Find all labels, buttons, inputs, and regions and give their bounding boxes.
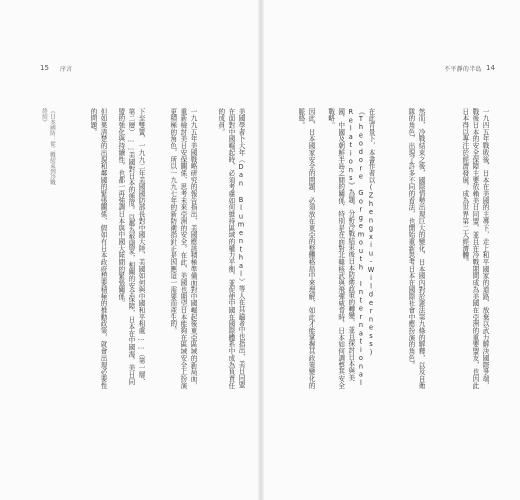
right-paragraph-2: 然而，冷戰結束之後，國際情勢出現巨大的變化，日本國內對於憲法第九條的解釋，以及自衛隊的角色，出現了許多不同的看法，也開始重新思考日本在國際社會中應扮演的角色。: [406, 108, 425, 389]
chapter-side-tab: 《日本國防：從二戰結束到冷戰終結》: [41, 108, 55, 185]
right-column-1: [428, 108, 490, 390]
right-page-number: 14: [486, 64, 495, 72]
left-column-1: [70, 108, 108, 390]
left-column-4: [200, 108, 246, 390]
right-paragraph-4: 因此，日本國家安全的問題，必須放在東亞的整體格局中來理解，如此才能掌握其政策變化的脈絡。: [296, 108, 315, 389]
left-paragraph-1: 但如果清楚的出現和鄰國的緊張關係，假如有日本政府想要積極的推動政策，就會出現必要性的問題。: [88, 108, 107, 389]
left-paragraph-2: 下至雙簧，一九九二年美國國防部長對中國大陸，美國如何與中國和平相處……（第一層、第二層）……美國對日本的態度。以鄰為壑國家，相關的安全保障，日本在中國海，美日同盟的強化與持續性，也都一再強調日本與中國大陸間的緊張關係。: [116, 108, 145, 385]
right-paragraph-1: 一九四五年戰敗後，日本在美國的主導下，走上和平國家的道路，放棄以武力解決國際爭端，戰後日本的安全保障主要依賴美日同盟，並且在冷戰期間成為美國在亞洲的重要盟友，也因此日本得以專注於經濟發展，成為世界第二大經濟體。: [460, 108, 489, 389]
left-paragraph-4: 美國學者卜大年（Dan Blumenthal）等人在其論著中也指出，美日同盟在面對中國崛起時，必須考慮如何維持區域的權力平衡，並促使中國在國際體系中成為負責任的成員。: [216, 108, 245, 389]
right-paragraph-3: 在此背景下，本書作者以(Zhengxiu-Wilderness)《Theodore Gorgemouth International Relations》為題，分析冷戰結束後日本防衛政策的轉變，並且探討日本與美國、中國及朝鮮半島之間的關係，特別是在面對北韓核武與飛彈威脅時，日本如何調整其安全戰略。: [326, 108, 375, 389]
right-column-4: [278, 108, 316, 390]
right-column-3: [318, 108, 376, 390]
left-paragraph-3: 一九九五年美國戰略研究的報告指出，美國應該積極準備面對中國崛起後東亞區域的新局面，重新檢討美日安保關係，思考未來亞洲的安全。在此，美國也期望日本能夠在區域安全上扮演更積極的角色，所以一九九七年的新防衛指針正是因應這一需要而產生的。: [168, 108, 197, 389]
right-page-header: 不平靜的半島: [444, 66, 482, 73]
right-page: [264, 0, 520, 500]
left-page-header: 序言: [60, 66, 73, 73]
left-column-2: [110, 108, 146, 390]
left-page-number: 15: [40, 64, 49, 72]
left-page: [0, 0, 258, 500]
right-column-2: [378, 108, 426, 390]
left-column-3: [148, 108, 198, 390]
